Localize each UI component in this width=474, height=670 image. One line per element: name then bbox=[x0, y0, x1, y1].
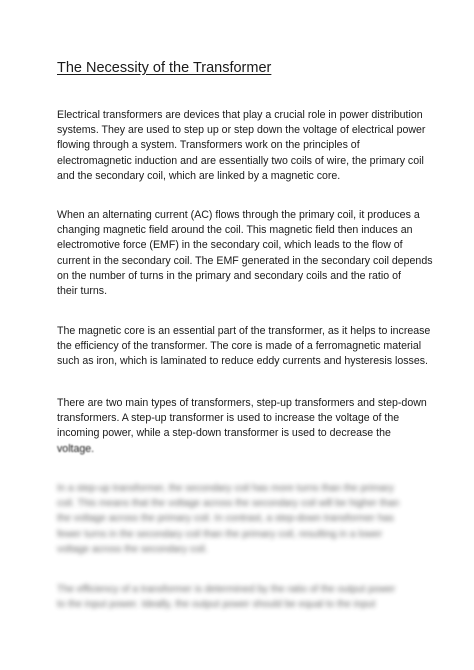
text-line: current in the secondary coil. The EMF generated in the secondary coil depends bbox=[57, 254, 433, 267]
blurred-paragraph-step-up bbox=[57, 481, 429, 557]
text-line: such as iron, which is laminated to reduce eddy currents and hysteresis losses. bbox=[57, 355, 428, 368]
text-line: systems. They are used to step up or step down the voltage of electrical power bbox=[57, 124, 426, 137]
text-line: their turns. bbox=[57, 285, 108, 298]
text-line: on the number of turns in the primary and secondary coils and the ratio of bbox=[57, 269, 401, 282]
paragraph-intro bbox=[57, 108, 429, 184]
blurred-text-line: In a step-up transformer, the secondary coil has more turns than the primary bbox=[57, 483, 394, 494]
text-line: Electrical transformers are devices that play a crucial role in power distribution bbox=[57, 109, 423, 121]
blurred-text-line: The efficiency of a transformer is determined by the ratio of the output power bbox=[57, 584, 396, 595]
text-line: There are two main types of transformers, step-up transformers and step-down bbox=[57, 397, 427, 409]
text-line: voltage. bbox=[57, 442, 95, 455]
blurred-text-line: fewer turns in the secondary coil than the primary coil, resulting in a lower bbox=[57, 528, 383, 540]
text-line: the efficiency of the transformer. The core is made of a ferromagnetic material bbox=[57, 340, 422, 353]
paragraph-transformer-types bbox=[57, 396, 429, 457]
blurred-text-line: the voltage across the primary coil. In contrast, a step-down transformer has bbox=[57, 513, 394, 525]
text-line: When an alternating current (AC) flows through the primary coil, it produces a bbox=[57, 209, 420, 221]
document-title: The Necessity of the Transformer bbox=[57, 60, 272, 76]
text-line: transformers. A step-up transformer is used to increase the voltage of the bbox=[57, 412, 400, 425]
text-line: electromagnetic induction and are essentially two coils of wire, the primary coil bbox=[57, 154, 424, 167]
paragraph-magnetic-core bbox=[57, 324, 429, 370]
blurred-text-line: to the input power. Ideally, the output power should be equal to the input bbox=[57, 599, 376, 611]
blurred-text-line: coil. This means that the voltage across the secondary coil will be higher than bbox=[57, 498, 400, 510]
text-line: electromotive force (EMF) in the secondary coil, which leads to the flow of bbox=[57, 239, 403, 252]
blurred-text-line: voltage across the secondary coil. bbox=[57, 543, 208, 555]
text-line: and the secondary coil, which are linked by a magnetic core. bbox=[57, 169, 341, 182]
text-line: changing magnetic field around the coil. This magnetic field then induces an bbox=[57, 224, 413, 237]
blurred-paragraph-efficiency bbox=[57, 582, 429, 612]
paragraph-ac-current bbox=[57, 208, 433, 299]
text-line: incoming power, while a step-down transformer is used to decrease the bbox=[57, 427, 391, 440]
text-line: flowing through a system. Transformers work on the principles of bbox=[57, 139, 360, 152]
text-line: The magnetic core is an essential part of the transformer, as it helps to increase bbox=[57, 325, 431, 337]
